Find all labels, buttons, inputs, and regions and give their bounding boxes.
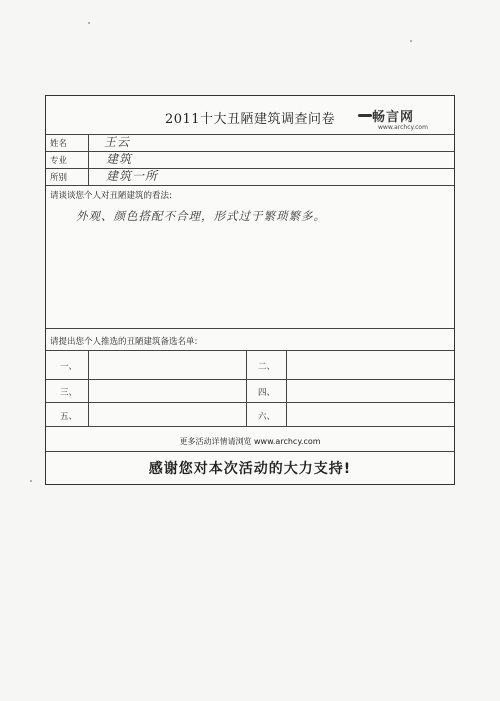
archcy-logo	[358, 106, 438, 134]
nomination-slot-6: 六、	[258, 412, 276, 422]
opinion-answer[interactable]: 外观、颜色搭配不合理，形式过于繁琐繁多。	[76, 209, 326, 223]
nomination-slot-1: 一、	[60, 362, 78, 372]
logo-swoosh-icon	[358, 114, 372, 117]
divider	[46, 451, 454, 452]
survey-title: 2011十大丑陋建筑调查问卷	[164, 112, 336, 127]
nomination-prompt: 请提出您个人推选的丑陋建筑备选名单:	[50, 337, 198, 347]
divider	[46, 379, 454, 380]
thanks-message: 感谢您对本次活动的大力支持!	[148, 461, 352, 477]
logo-text: 畅言网	[372, 110, 415, 125]
nomination-slot-3: 三、	[60, 388, 78, 398]
name-label: 姓名	[50, 139, 68, 149]
divider	[88, 350, 89, 426]
nomination-slot-5: 五、	[60, 412, 78, 422]
nomination-slot-2: 二、	[258, 362, 276, 372]
divider	[246, 350, 247, 426]
name-value[interactable]: 王云	[104, 135, 131, 149]
survey-form	[45, 95, 455, 485]
major-label: 专业	[50, 156, 68, 166]
scan-speck	[88, 22, 90, 24]
divider	[46, 426, 454, 427]
divider	[46, 185, 454, 186]
divider	[46, 350, 454, 351]
divider	[88, 134, 89, 185]
major-value[interactable]: 建筑	[106, 152, 133, 166]
divider	[46, 402, 454, 403]
nomination-slot-4: 四、	[258, 388, 276, 398]
divider	[46, 328, 454, 329]
divider	[286, 350, 287, 426]
scan-speck	[30, 480, 32, 482]
more-info-link[interactable]: 更多活动详情请浏览 www.archcy.com	[179, 437, 321, 446]
scan-speck	[410, 40, 412, 42]
institute-value[interactable]: 建筑一所	[106, 169, 159, 183]
opinion-prompt: 请谈谈您个人对丑陋建筑的看法:	[50, 191, 172, 201]
institute-label: 所别	[50, 173, 68, 183]
logo-url: www.archcy.com	[378, 124, 428, 131]
